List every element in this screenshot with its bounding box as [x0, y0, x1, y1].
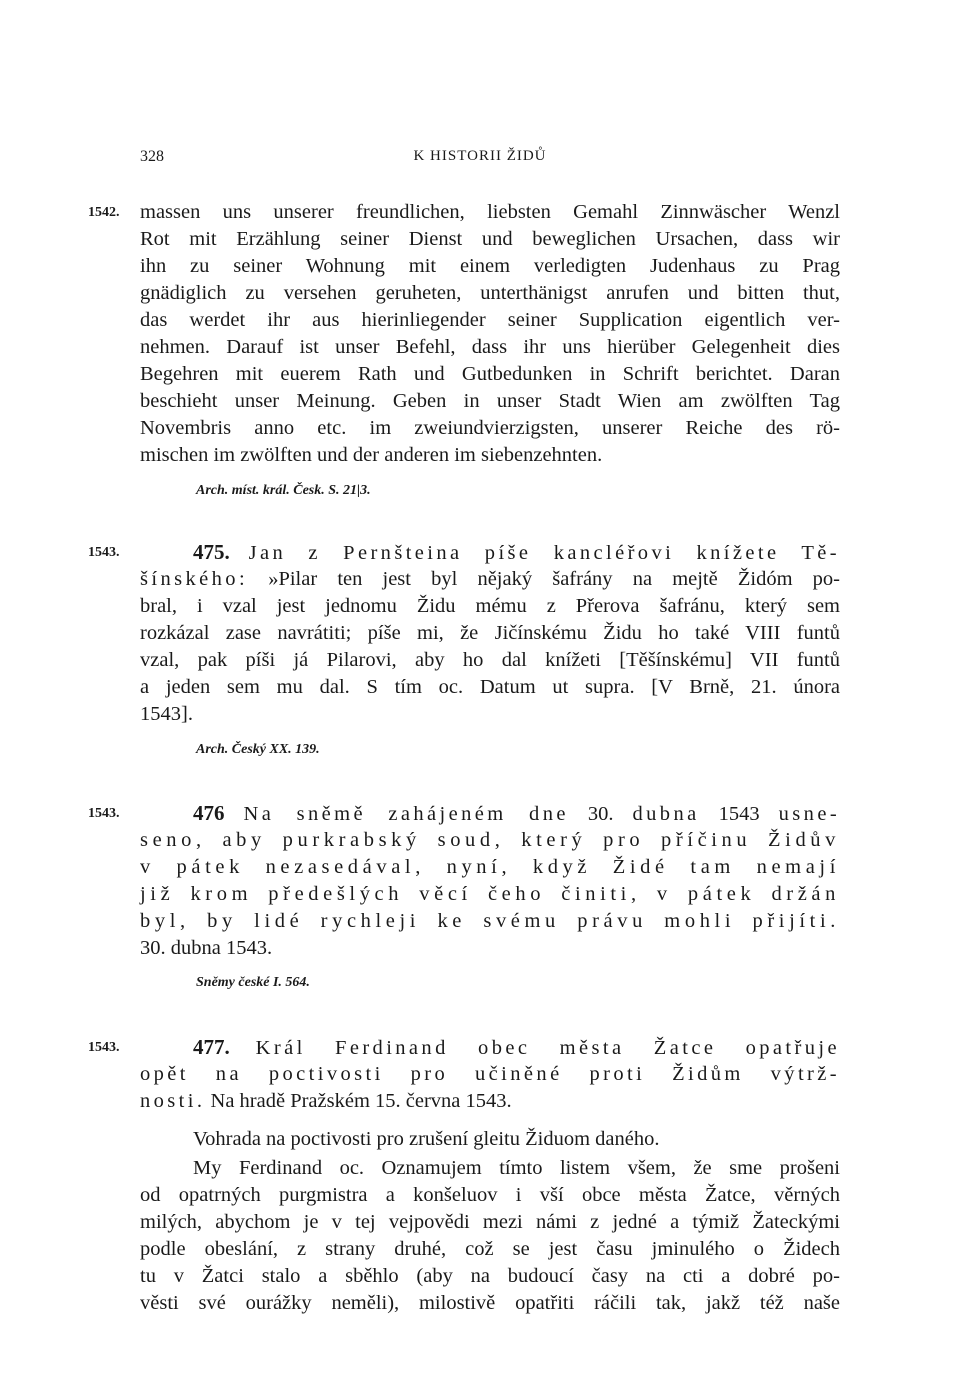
entry-number: 476 [193, 801, 225, 825]
heading-spaced: usne- [778, 803, 841, 825]
plain-text: »Pilar ten jest byl nějaký šafrány na mejtě Židóm po- [268, 568, 841, 590]
text-line: ihn zu seiner Wohnung mit einem verledigten Judenhaus zu Prag [140, 255, 840, 277]
heading-plain: 30. [587, 803, 614, 825]
text-line-spaced: již krom předešlých věcí čeho činiti, v pátek držán [140, 883, 840, 905]
heading-plain: 1543 [718, 803, 760, 825]
spaced-text: šínského: [140, 568, 249, 590]
text-line: Novembris anno etc. im zweiundvierzigsten, unserer Reiche des rö- [140, 417, 840, 439]
text-line: massen uns unserer freundlichen, liebsten Gemahl Zinnwäscher Wenzl [140, 201, 840, 223]
source-citation: Arch. míst. král. Česk. S. 21|3. [196, 483, 371, 498]
heading-spaced: Na sněmě zahájeném dne [243, 803, 569, 825]
entry-heading [193, 539, 840, 567]
text-line-spaced: seno, aby purkrabský soud, který pro příčinu Židův [140, 829, 840, 851]
document-subtitle: Vohrada na poctivosti pro zrušení gleitu Židuom daného. [193, 1128, 660, 1150]
text-line: gnädiglich zu versehen geruheten, unterthänigst anrufen und bitten thut, [140, 282, 840, 304]
text-line: bral, i vzal jest jednomu Židu mému z Přerova šafránu, který sem [140, 595, 840, 617]
plain-text: Na hradě Pražském 15. června 1543. [210, 1090, 512, 1112]
text-line: vzal, pak píši já Pilarovi, aby ho dal knížeti [Těšínskému] VII funtů [140, 649, 840, 671]
text-line [140, 1088, 840, 1115]
spaced-text: nosti. [140, 1090, 206, 1112]
text-line-spaced: opět na poctivosti pro učiněné proti Židům výtrž- [140, 1063, 840, 1085]
text-line: milých, abychom je v tej vejpovědi mezi námi z jedné a týmiž Žateckými [140, 1211, 840, 1233]
text-line: podle obeslání, z strany druhé, což se jest času jminulého o Židech [140, 1238, 840, 1260]
text-line: Begehren mit euerem Rath und Gutbedunken in Schrift berichtet. Daran [140, 363, 840, 385]
text-line: a jeden sem mu dal. S tím oc. Datum ut supra. [V Brně, 21. února [140, 676, 840, 698]
running-head [0, 148, 960, 170]
text-line: My Ferdinand oc. Oznamujem tímto listem všem, že sme prošeni [193, 1157, 840, 1179]
year-margin: 1542. [88, 205, 120, 220]
text-line: das werdet ihr aus hierinliegender seiner Supplication eigentlich ver- [140, 309, 840, 331]
text-line: nehmen. Darauf ist unser Befehl, dass ihr uns hierüber Gelegenheit dies [140, 336, 840, 358]
heading-spaced: Král Ferdinand obec města Žatce opatřuje [255, 1037, 840, 1059]
heading-spaced: dubna [632, 803, 700, 825]
text-line: rozkázal zase navrátiti; píše mi, že Jičínskému Židu ho také VIII funtů [140, 622, 840, 644]
page-number: 328 [140, 148, 164, 165]
year-margin: 1543. [88, 545, 120, 560]
text-line: věsti své ourážky neměli), milostivě opatřiti ráčili tak, jakž též naše [140, 1292, 840, 1314]
text-line: Rot mit Erzählung seiner Dienst und beweglichen Ursachen, dass wir [140, 228, 840, 250]
source-citation: Sněmy české I. 564. [196, 975, 310, 990]
text-line: mischen im zwölften und der anderen im siebenzehnten. [140, 444, 603, 466]
entry-heading [193, 1034, 840, 1062]
entry-heading [193, 800, 840, 828]
text-line: tu v Žatci stalo a sběhlo (aby na budoucí časy na cti a dobré po- [140, 1265, 840, 1287]
text-line: beschieht unser Meinung. Geben in unser Stadt Wien am zwölften Tag [140, 390, 840, 412]
heading-spaced: Jan z Pernšteina píše kancléřovi knížete Tě- [248, 542, 840, 564]
source-citation: Arch. Český XX. 139. [196, 742, 320, 757]
entry-number: 475. [193, 540, 230, 564]
entry-number: 477. [193, 1035, 230, 1059]
text-line [140, 566, 840, 593]
year-margin: 1543. [88, 806, 120, 821]
text-line: 30. dubna 1543. [140, 937, 273, 959]
text-line-spaced: byl, by lidé rychleji ke svému právu mohli přijíti. [140, 910, 840, 932]
text-line-spaced: v pátek nezasedával, nyní, když Židé tam nemají [140, 856, 840, 878]
text-line: od opatrných purgmistra a konšeluov i vší obce města Žatce, věrných [140, 1184, 840, 1206]
page-title: K HISTORII ŽIDŮ [413, 148, 547, 164]
year-margin: 1543. [88, 1040, 120, 1055]
text-line: 1543]. [140, 703, 193, 725]
